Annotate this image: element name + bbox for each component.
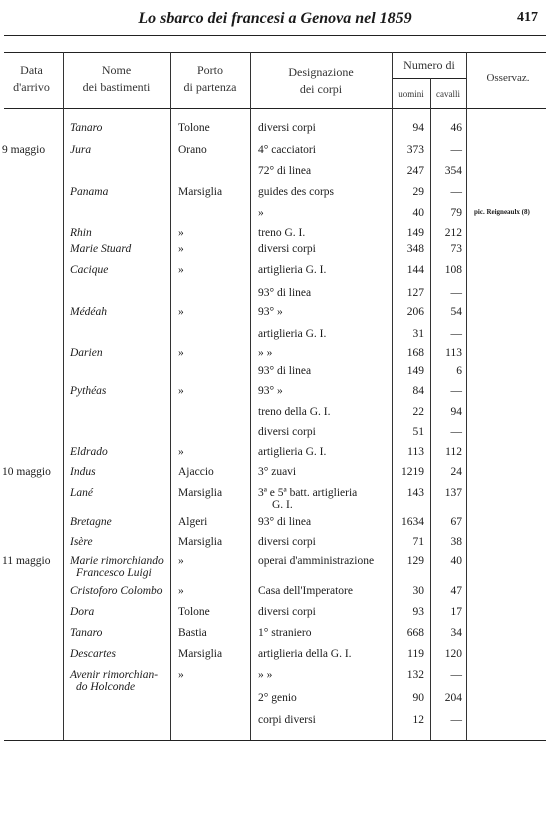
cell-corps: 3° zuavi: [258, 466, 297, 478]
cell-corps: operai d'amministrazione: [258, 555, 375, 567]
cell-men: 348: [406, 243, 424, 255]
cell-ship: Médéah: [70, 306, 108, 318]
cell-port: Tolone: [178, 122, 210, 134]
cell-men: 132: [406, 669, 424, 681]
cell-port: Marsiglia: [178, 648, 223, 660]
cell-men: 94: [412, 122, 424, 134]
cell-horses: 212: [444, 227, 462, 239]
cell-ship: Lané: [70, 487, 93, 499]
cell-men: 93: [412, 606, 424, 618]
cell-ship: Tanaro: [70, 122, 103, 134]
cell-note: pic. Reigneaulx (8): [474, 208, 530, 216]
cell-horses: 94: [450, 406, 462, 418]
cell-horses: 354: [444, 165, 462, 177]
cell-corps: 93° di linea: [258, 365, 312, 377]
cell-men: 90: [412, 692, 424, 704]
cell-men: 144: [406, 264, 424, 276]
cell-men: 31: [412, 328, 424, 340]
header-nome-line2: dei bastimenti: [82, 80, 151, 94]
cell-ship: Jura: [70, 144, 92, 156]
cell-ship: Cacique: [70, 264, 109, 276]
cell-ship: Tanaro: [70, 627, 103, 639]
cell-men: 84: [412, 385, 424, 397]
cell-men: 247: [406, 165, 424, 177]
cell-corps: diversi corpi: [258, 122, 316, 134]
cell-horses: 120: [444, 648, 462, 660]
cell-corps: diversi corpi: [258, 536, 316, 548]
cell-port: Ajaccio: [178, 466, 214, 478]
cell-corps: 4° cacciatori: [258, 144, 316, 156]
header-data-line2: d'arrivo: [13, 80, 50, 94]
cell-ship: Indus: [70, 466, 96, 478]
cell-corps: 1° straniero: [258, 627, 312, 639]
cell-corps: 72° di linea: [258, 165, 312, 177]
cell-date: 10 maggio: [2, 466, 51, 478]
header-uomini: uomini: [398, 89, 424, 99]
cell-horses: 46: [450, 122, 462, 134]
cell-men: 12: [412, 714, 424, 726]
cell-horses: 204: [444, 692, 462, 704]
table-head-rule: [4, 108, 546, 109]
col-divider: [466, 52, 467, 740]
cell-men: 206: [406, 306, 424, 318]
header-cavalli: cavalli: [436, 89, 460, 99]
cell-ship: Rhin: [70, 227, 92, 239]
numero-subrule: [392, 78, 466, 79]
header-porto: [170, 62, 250, 96]
cell-corps: 2° genio: [258, 692, 297, 704]
cell-horses: 34: [450, 627, 462, 639]
cell-corps: artiglieria G. I.: [258, 264, 327, 276]
cell-corps: diversi corpi: [258, 243, 316, 255]
cell-port: Algeri: [178, 516, 208, 528]
cell-men: 22: [412, 406, 424, 418]
cell-ship: Darien: [70, 347, 103, 359]
cell-ship: Descartes: [70, 648, 116, 660]
cell-port: »: [178, 585, 184, 597]
cell-men: 113: [407, 446, 424, 458]
cell-horses: 17: [450, 606, 462, 618]
cell-men: 1219: [401, 466, 424, 478]
cell-men: 168: [406, 347, 424, 359]
table-bottom-rule: [4, 740, 546, 741]
cell-ship: Pythéas: [70, 385, 107, 397]
cell-date: 9 maggio: [2, 144, 46, 156]
cell-men: 127: [406, 287, 424, 299]
cell-horses: 38: [450, 536, 462, 548]
cell-horses: —: [450, 287, 462, 299]
cell-corps: guides des corps: [258, 186, 335, 198]
cell-ship-continued: do Holconde: [76, 681, 136, 693]
header-desig-line2: dei corpi: [299, 82, 343, 96]
cell-horses: 67: [450, 516, 462, 528]
cell-port: »: [178, 227, 184, 239]
cell-horses: —: [450, 328, 462, 340]
cell-horses: 137: [444, 487, 462, 499]
cell-corps: treno della G. I.: [258, 406, 331, 418]
cell-port: Marsiglia: [178, 487, 223, 499]
cell-corps: 93° di linea: [258, 287, 312, 299]
cell-port: »: [178, 385, 184, 397]
cell-port: »: [178, 669, 184, 681]
header-rule: [4, 35, 546, 36]
cell-men: 51: [412, 426, 424, 438]
cell-ship: Marie rimorchiando: [70, 555, 164, 567]
cell-horses: 79: [450, 207, 462, 219]
header-nome: [63, 62, 170, 96]
running-title: Lo sbarco dei francesi a Genova nel 1859: [138, 10, 412, 27]
cell-port: »: [178, 347, 184, 359]
header-porto-line1: Porto: [196, 63, 223, 77]
cell-corps: diversi corpi: [258, 426, 316, 438]
cell-corps: 93° di linea: [258, 516, 312, 528]
cell-port: »: [178, 446, 184, 458]
col-divider: [250, 52, 251, 740]
col-divider: [170, 52, 171, 740]
cell-corps: diversi corpi: [258, 606, 316, 618]
cell-ship: Cristoforo Colombo: [70, 585, 163, 597]
col-divider: [392, 52, 393, 740]
cell-port: »: [178, 264, 184, 276]
cell-corps: 3ª e 5ª batt. artiglieria: [258, 487, 358, 499]
cell-port: Marsiglia: [178, 186, 223, 198]
cell-ship: Eldrado: [70, 446, 108, 458]
cell-men: 30: [412, 585, 424, 597]
cell-corps: treno G. I.: [258, 227, 306, 239]
cell-men: 143: [406, 487, 424, 499]
cell-horses: —: [450, 144, 462, 156]
cell-men: 149: [406, 365, 424, 377]
cell-port: Tolone: [178, 606, 210, 618]
cell-corps: » »: [258, 669, 273, 681]
cell-horses: 24: [450, 466, 462, 478]
cell-men: 1634: [401, 516, 424, 528]
cell-men: 71: [412, 536, 424, 548]
cell-horses: 112: [445, 446, 462, 458]
cell-horses: 6: [456, 365, 462, 377]
cell-corps: artiglieria G. I.: [258, 328, 327, 340]
header-designazione: [250, 64, 392, 98]
cell-date: 11 maggio: [2, 555, 51, 567]
cell-horses: 108: [444, 264, 462, 276]
cell-ship: Bretagne: [70, 516, 112, 528]
cell-horses: 54: [450, 306, 462, 318]
cell-horses: 113: [445, 347, 462, 359]
cell-port: Marsiglia: [178, 536, 223, 548]
cell-corps: »: [258, 207, 264, 219]
col-divider: [430, 78, 431, 740]
header-data: [0, 62, 63, 96]
header-data-line1: Data: [20, 63, 43, 77]
cell-ship: Dora: [70, 606, 95, 618]
page-number: 417: [517, 10, 538, 25]
cell-ship-continued: Francesco Luigi: [76, 567, 152, 579]
cell-ship: Avenir rimorchian-: [70, 669, 159, 681]
cell-men: 668: [406, 627, 424, 639]
cell-corps: 93° »: [258, 385, 283, 397]
header-porto-line2: di partenza: [183, 80, 237, 94]
cell-corps: 93° »: [258, 306, 283, 318]
cell-men: 119: [407, 648, 424, 660]
cell-port: »: [178, 243, 184, 255]
running-header: [0, 0, 550, 34]
cell-horses: 73: [450, 243, 462, 255]
cell-men: 373: [406, 144, 424, 156]
cell-horses: —: [450, 714, 462, 726]
cell-port: »: [178, 555, 184, 567]
cell-port: Orano: [178, 144, 207, 156]
cell-men: 40: [412, 207, 424, 219]
cell-corps: » »: [258, 347, 273, 359]
cell-corps: Casa dell'Imperatore: [258, 585, 353, 597]
table-top-rule: [4, 52, 546, 53]
cell-corps: artiglieria della G. I.: [258, 648, 352, 660]
cell-men: 29: [412, 186, 424, 198]
header-desig-line1: Designazione: [288, 65, 354, 79]
col-divider: [63, 52, 64, 740]
cell-ship: Panama: [70, 186, 109, 198]
cell-men: 129: [406, 555, 424, 567]
cell-corps-continued: G. I.: [272, 499, 293, 511]
cell-corps: corpi diversi: [258, 714, 316, 726]
cell-horses: —: [450, 669, 462, 681]
cell-corps: artiglieria G. I.: [258, 446, 327, 458]
cell-horses: —: [450, 186, 462, 198]
cell-men: 149: [406, 227, 424, 239]
header-numero: Numero di: [403, 58, 455, 72]
header-osservazioni: Osservaz.: [486, 72, 530, 84]
cell-horses: —: [450, 385, 462, 397]
cell-port: »: [178, 306, 184, 318]
cell-ship: Marie Stuard: [70, 243, 132, 255]
header-nome-line1: Nome: [101, 63, 132, 77]
cell-port: Bastia: [178, 627, 207, 639]
cell-ship: Isère: [70, 536, 93, 548]
cell-horses: 47: [450, 585, 462, 597]
cell-horses: 40: [450, 555, 462, 567]
cell-horses: —: [450, 426, 462, 438]
